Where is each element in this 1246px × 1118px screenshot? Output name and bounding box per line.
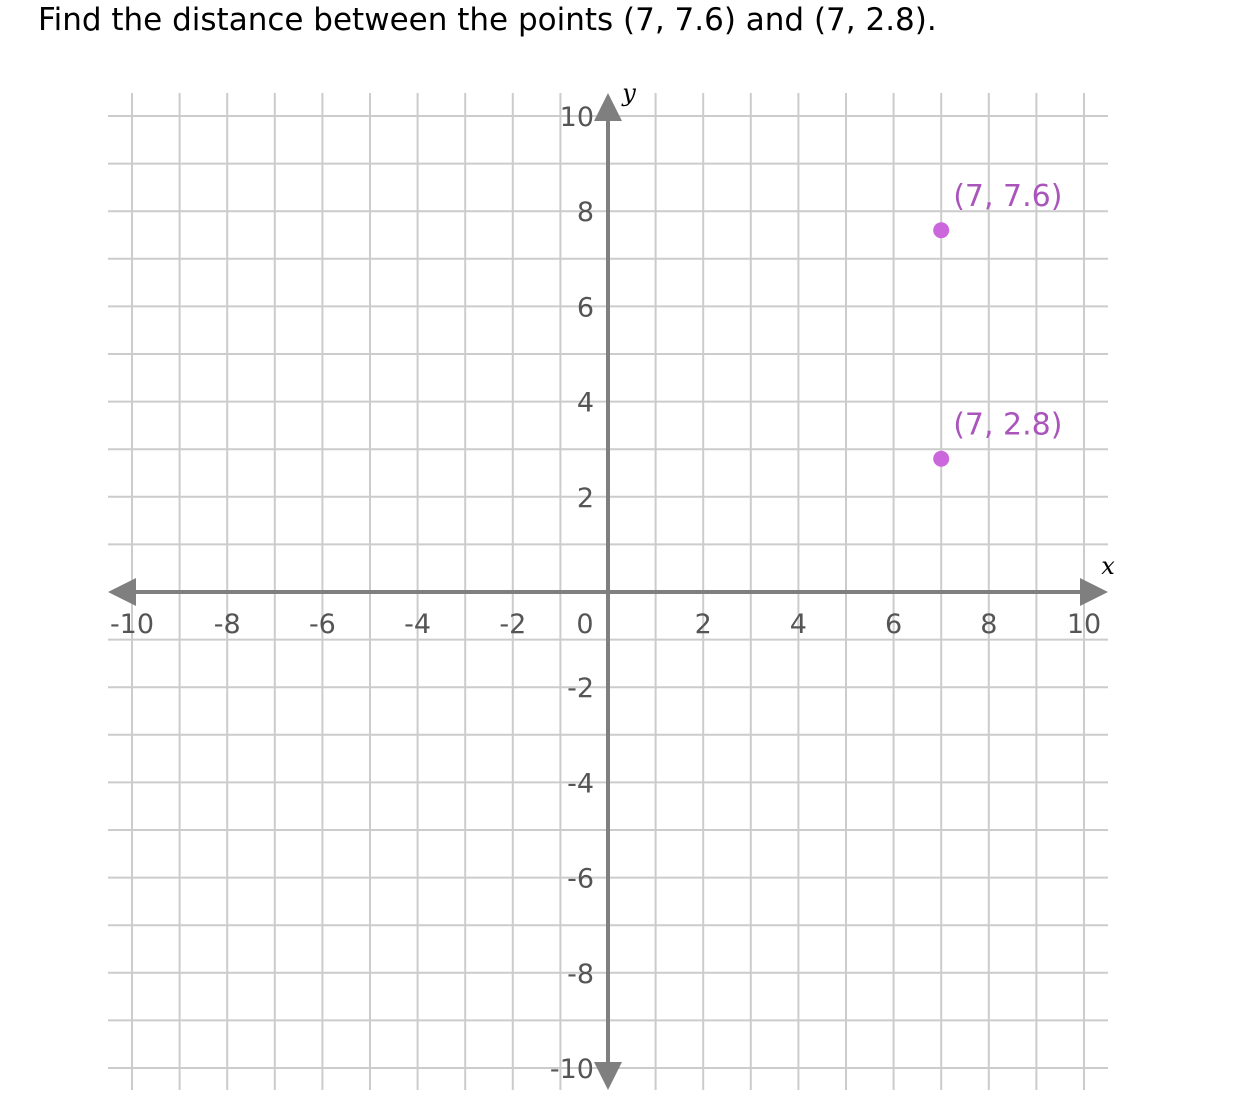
x-tick-label: -2 bbox=[499, 609, 527, 640]
x-tick-label: 0 bbox=[576, 609, 594, 640]
x-tick-label: -8 bbox=[213, 609, 241, 640]
x-tick-label: -4 bbox=[404, 609, 432, 640]
y-tick-label: 10 bbox=[559, 102, 594, 133]
y-tick-label: -6 bbox=[567, 863, 594, 895]
y-tick-label: 8 bbox=[576, 197, 594, 229]
axes bbox=[108, 79, 1115, 1090]
x-tick-label: 6 bbox=[885, 609, 903, 640]
y-tick-label: 4 bbox=[576, 387, 594, 419]
y-tick-label: -4 bbox=[567, 768, 594, 800]
y-tick-label: 2 bbox=[576, 482, 594, 514]
y-tick-label: -8 bbox=[567, 958, 594, 990]
x-axis-title: x bbox=[1101, 552, 1115, 580]
x-tick-label: 2 bbox=[694, 609, 712, 640]
x-axis-left-arrow bbox=[108, 578, 136, 606]
x-tick-label: -10 bbox=[109, 609, 155, 640]
y-tick-label: -10 bbox=[549, 1054, 594, 1085]
x-tick-label: 10 bbox=[1066, 609, 1102, 640]
y-axis-bottom-arrow bbox=[594, 1062, 622, 1090]
data-point-label: (7, 2.8) bbox=[953, 407, 1063, 443]
y-axis-title: y bbox=[622, 79, 636, 107]
data-points bbox=[933, 179, 1062, 466]
x-tick-label: -6 bbox=[308, 609, 336, 640]
y-tick-label: -2 bbox=[567, 673, 594, 705]
x-axis-right-arrow bbox=[1080, 578, 1108, 606]
data-point-label: (7, 7.6) bbox=[953, 179, 1063, 215]
x-tick-label: 8 bbox=[980, 609, 998, 640]
data-point bbox=[933, 222, 949, 238]
x-tick-label: 4 bbox=[789, 609, 807, 640]
y-tick-label: 6 bbox=[576, 292, 594, 324]
y-axis-top-arrow bbox=[594, 93, 622, 121]
question-text: Find the distance between the points (7, 7.6) and (7, 2.8). bbox=[38, 2, 937, 38]
data-point bbox=[933, 451, 949, 467]
